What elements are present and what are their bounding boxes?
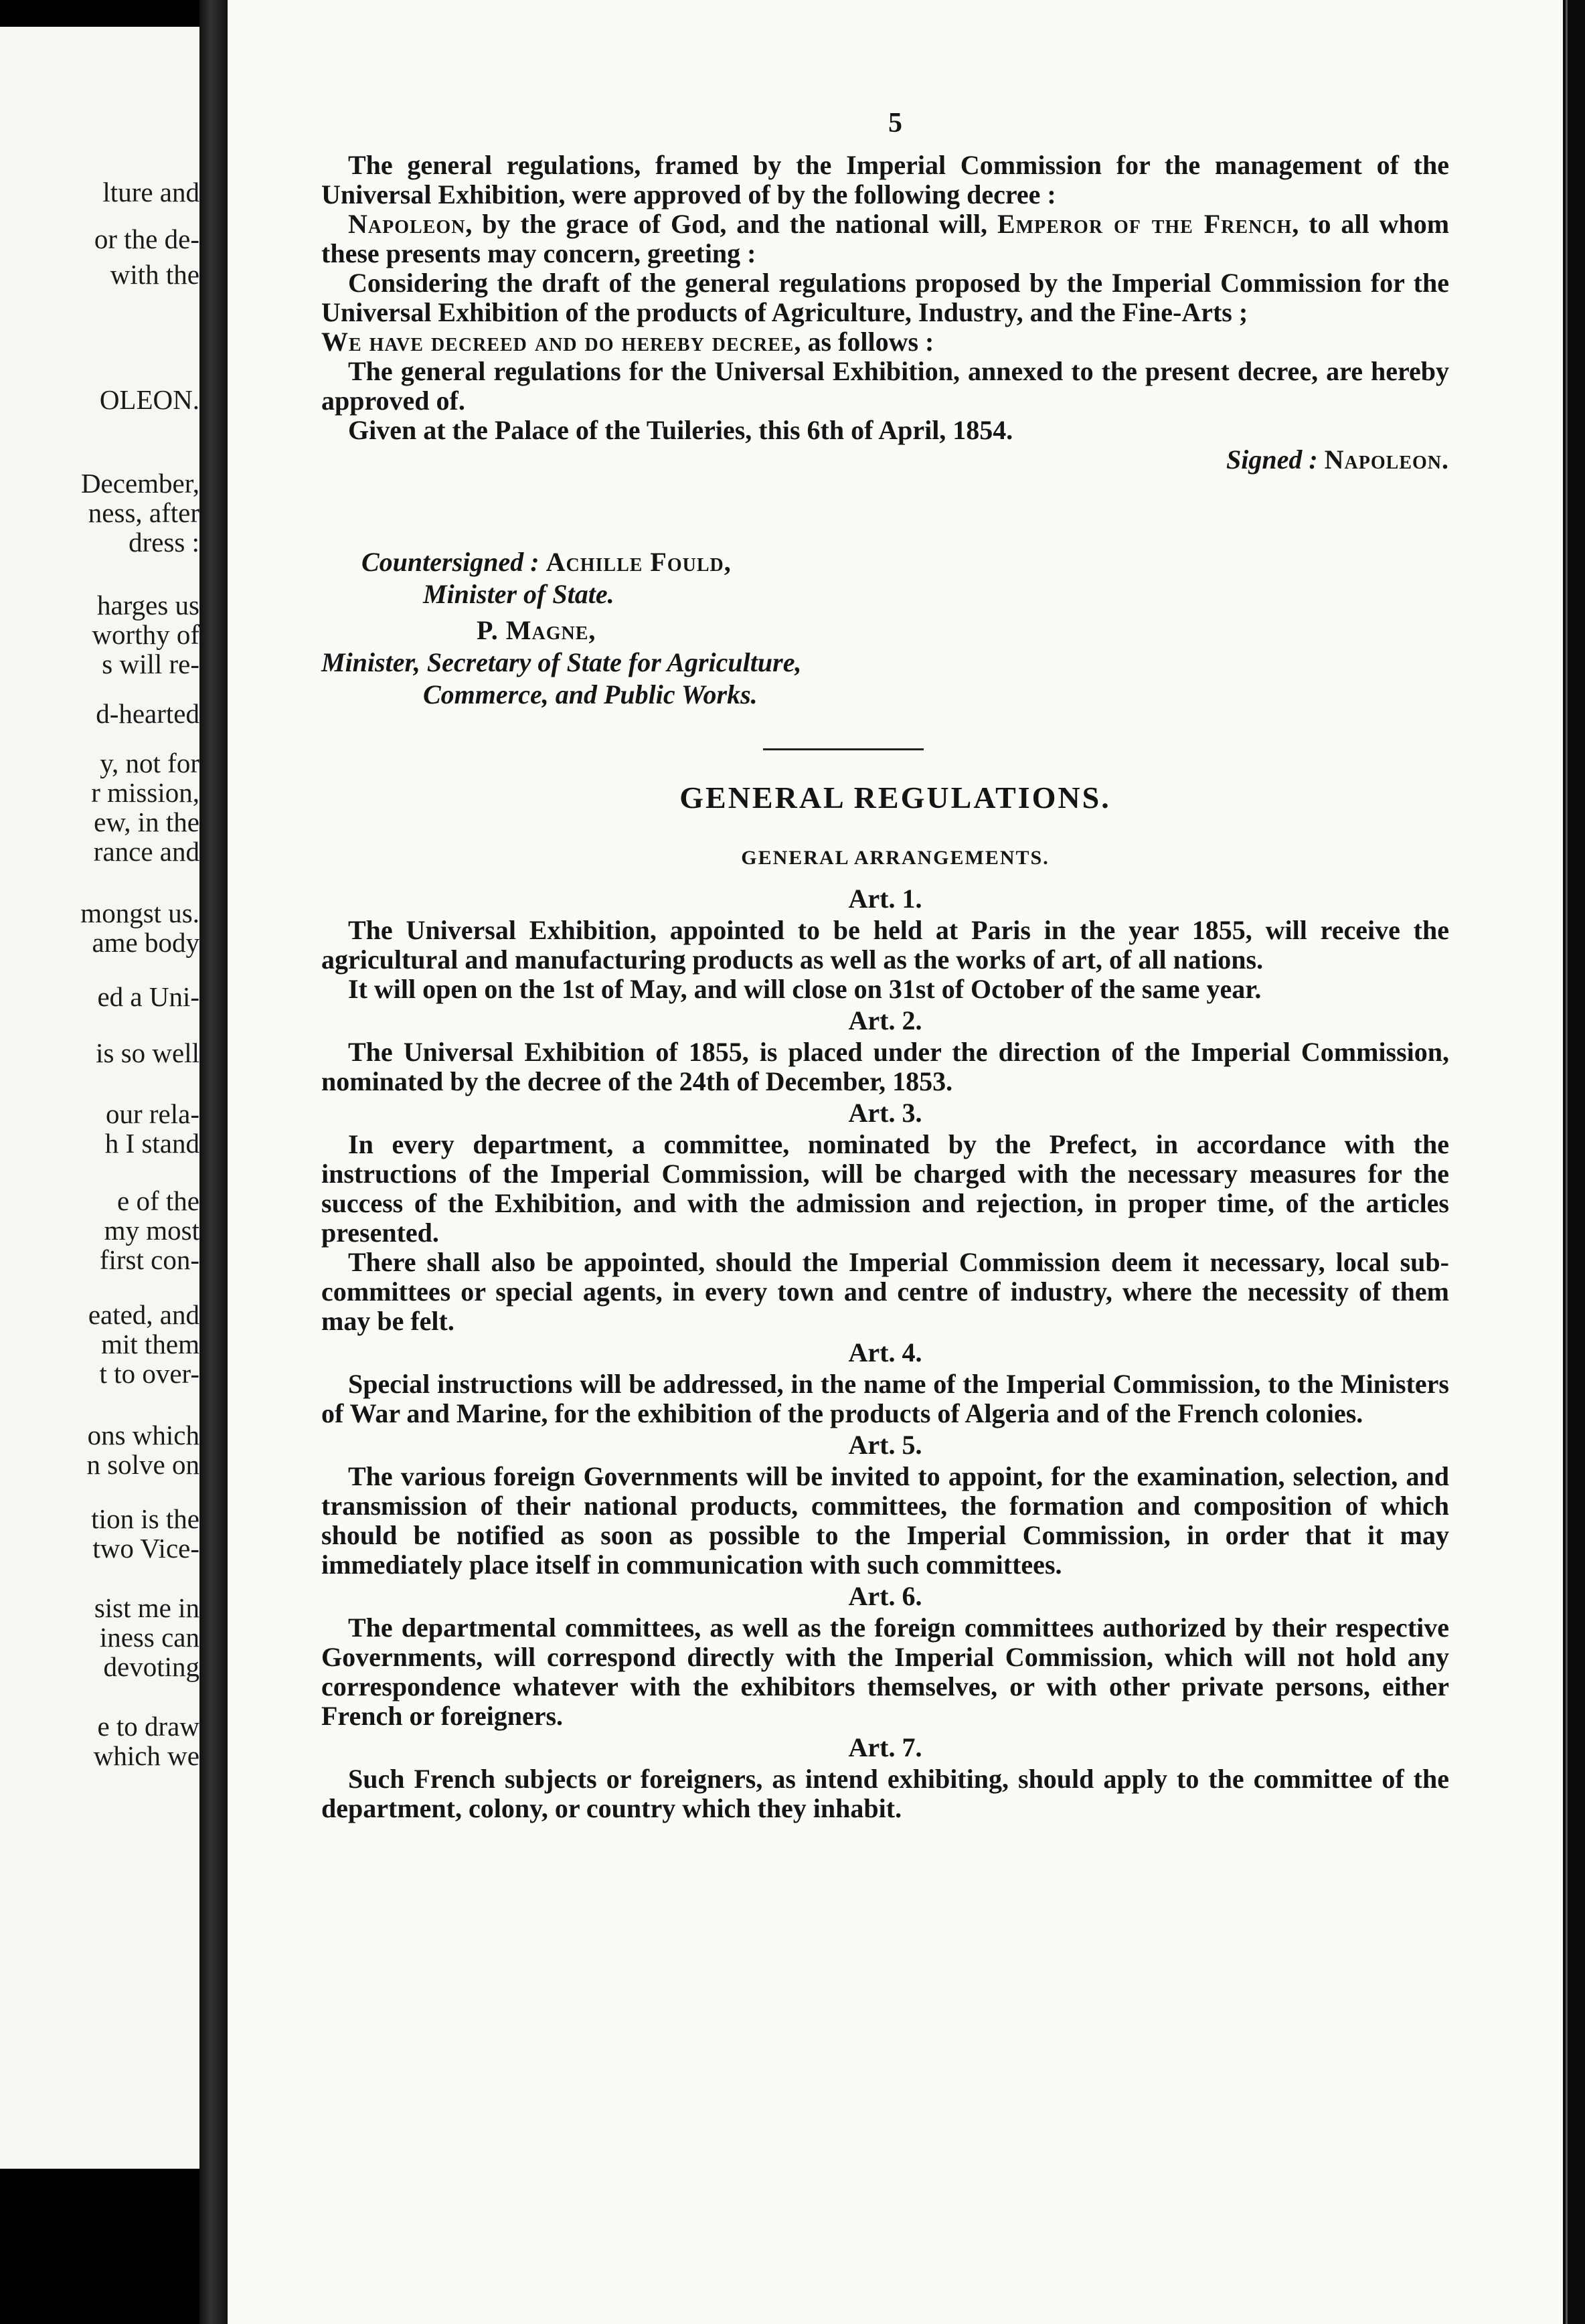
edge-line [1566, 0, 1568, 2324]
left-page-text-fragment: s will re- [102, 649, 199, 679]
signed-label: Signed : [1226, 444, 1318, 475]
left-page-text-fragment: which we [93, 1740, 199, 1771]
left-page-text-fragment: my most [104, 1215, 199, 1246]
article-paragraph: The Universal Exhibition, appointed to be held at Paris in the year 1855, will receive the agricultural and manufacturing products as well as the works of art, of all nations. [321, 915, 1449, 975]
left-page-text-fragment: eated, and [88, 1299, 199, 1330]
left-page-text-fragment: or the de- [94, 224, 199, 254]
countersign-line [361, 548, 732, 577]
left-page-text-fragment: harges us [97, 590, 199, 620]
left-page-text-fragment: tion is the [91, 1503, 199, 1534]
section-subtitle: GENERAL ARRANGEMENTS. [741, 847, 1050, 869]
intro-text: , as follows : [794, 327, 934, 357]
intro-text: , by the grace of God, and the national will, [465, 209, 997, 239]
left-page-text-fragment: our rela- [106, 1098, 199, 1129]
left-page-text-fragment: mongst us. [80, 898, 199, 928]
left-page-fragment [0, 27, 199, 2169]
left-page-text-fragment: worthy of [92, 619, 199, 650]
left-page-text-fragment: h I stand [104, 1128, 199, 1159]
article-heading: Art. 5. [848, 1430, 922, 1460]
article-heading: Art. 3. [848, 1098, 922, 1128]
left-page-text-fragment: rance and [93, 836, 199, 867]
page-number: 5 [888, 108, 902, 139]
intro-block [321, 151, 1449, 475]
left-page-text-fragment: is so well [96, 1038, 199, 1068]
section-rule [763, 748, 924, 750]
intro-paragraph-4 [321, 327, 1449, 357]
signed-line [321, 445, 1449, 475]
left-page-text-fragment: d-hearted [96, 698, 199, 729]
left-page-text-fragment: first con- [99, 1244, 199, 1275]
article-paragraph: The Universal Exhibition of 1855, is placed under the direction of the Imperial Commission, nominated by the decree of the 24th of December, 1853. [321, 1037, 1449, 1096]
article-paragraph: Such French subjects or foreigners, as intend exhibiting, should apply to the committee of the department, colony, or country which they inhabit. [321, 1764, 1449, 1823]
intro-paragraph-5: The general regulations for the Universal Exhibition, annexed to the present decree, are hereby approved of. [321, 356, 1449, 416]
article-heading: Art. 4. [848, 1337, 922, 1367]
left-page-text-fragment: two Vice- [92, 1533, 199, 1564]
magne-title-1: Minister, Secretary of State for Agriculture, [321, 647, 802, 677]
signed-name: Napoleon. [1324, 444, 1449, 475]
left-page-text-fragment: ame body [92, 927, 199, 958]
left-page-text-fragment: e to draw [97, 1711, 199, 1742]
decree-caps: We have decreed and do hereby decree [321, 327, 795, 357]
intro-paragraph-3: Considering the draft of the general regulations proposed by the Imperial Commission for the Universal Exhibition of the products of Agriculture, Industry, and the Fine-Arts ; [321, 268, 1449, 327]
left-page-text-fragment: n solve on [86, 1449, 199, 1480]
left-page-text-fragment: iness can [99, 1622, 199, 1653]
article-heading: Art. 7. [848, 1732, 922, 1762]
article-paragraph: There shall also be appointed, should the Imperial Commission deem it necessary, local sub-committees or special agents, in every town and centre of industry, where the necessity of them may be felt. [321, 1247, 1449, 1336]
magne-title-2: Commerce, and Public Works. [423, 679, 758, 710]
article-paragraph: It will open on the 1st of May, and will close on 31st of October of the same year. [348, 974, 1262, 1004]
page-edge [1563, 0, 1585, 2324]
left-page-text-fragment: lture and [102, 177, 199, 208]
left-page-text-fragment: sist me in [94, 1592, 199, 1623]
left-page-text-fragment: ons which [87, 1420, 199, 1450]
left-page-text-fragment: ew, in the [94, 807, 199, 837]
intro-paragraph-6: Given at the Palace of the Tuileries, this 6th of April, 1854. [348, 415, 1013, 445]
emperor-title: Emperor of the French [997, 209, 1292, 239]
page [228, 0, 1563, 2324]
minister-of-state: Minister of State. [423, 579, 614, 609]
intro-text: , to all whom these presents may concern, greeting : [321, 209, 1450, 268]
article-paragraph: The various foreign Governments will be invited to appoint, for the examination, selection, and transmission of their national products, committees, the formation and composition of which should be notified as soon as possible to the Imperial Commission, in order that it may immediately place itself in communication with such committees. [321, 1461, 1449, 1580]
intro-paragraph-2 [321, 210, 1449, 268]
left-page-text-fragment: December, [80, 468, 199, 499]
intro-paragraph-1: The general regulations, framed by the Imperial Commission for the management of the Universal Exhibition, were approved of by the following decree : [321, 150, 1449, 210]
section-title: GENERAL REGULATIONS. [679, 780, 1111, 815]
countersigned-name: Achille Fould, [546, 547, 732, 577]
left-page-text-fragment: r mission, [91, 777, 199, 808]
left-page-text-fragment: e of the [117, 1185, 199, 1216]
left-page-text-fragment: with the [110, 259, 199, 290]
left-page-text-fragment: mit them [101, 1329, 199, 1359]
article-paragraph: In every department, a committee, nominated by the Prefect, in accordance with the instructions of the Imperial Commission, will be charged with the necessary measures for the success of the Exhibition, and with the admission and rejection, in proper time, of the articles presented. [321, 1129, 1449, 1248]
book-gutter [199, 0, 228, 2324]
left-page-text-fragment: t to over- [99, 1358, 199, 1389]
left-page-text-fragment: y, not for [100, 748, 199, 778]
article-paragraph: Special instructions will be addressed, in the name of the Imperial Commission, to the Ministers of War and Marine, for the exhibition of the products of Algeria and of the French colonies. [321, 1369, 1449, 1428]
countersigned-label: Countersigned : [361, 547, 539, 577]
left-page-text-fragment: ness, after [88, 497, 199, 528]
article-heading: Art. 1. [848, 884, 922, 914]
article-heading: Art. 2. [848, 1005, 922, 1035]
emperor-name: Napoleon [348, 209, 466, 239]
left-page-text-fragment: ed a Uni- [97, 981, 199, 1012]
left-page-text-fragment: dress : [129, 527, 199, 558]
article-paragraph: The departmental committees, as well as the foreign committees authorized by their respective Governments, will correspond directly with the Imperial Commission, which will not hold any correspondence whatever with the exhibitors themselves, or with other private persons, either French or foreigners. [321, 1612, 1449, 1731]
left-page-text-fragment: OLEON. [99, 384, 199, 415]
left-page-text-fragment: devoting [103, 1651, 199, 1682]
magne-name: P. Magne, [477, 615, 596, 645]
articles-list [321, 882, 1449, 1823]
article-heading: Art. 6. [848, 1581, 922, 1611]
